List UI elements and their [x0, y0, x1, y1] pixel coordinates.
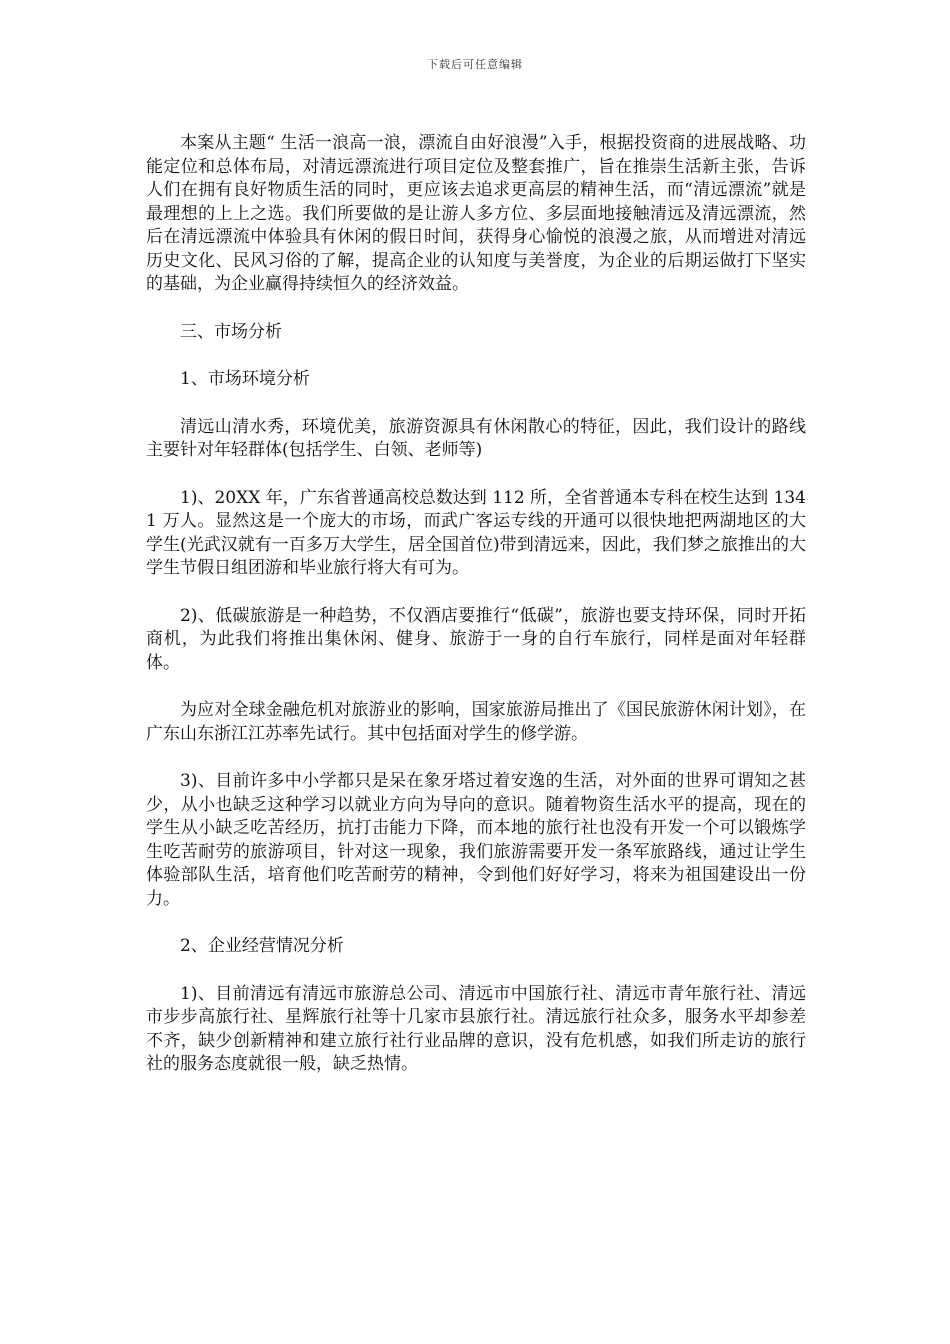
paragraph-point-1-universities: 1)、20XX 年，广东省普通高校总数达到 112 所，全省普通本专科在校生达到 1341 万人。显然这是一个庞大的市场，而武广客运专线的开通可以很快地把两湖地区的大学生(光武汉就有一百多万大学生，居全国首位)带到清远来，因此，我们梦之旅推出的大学生节假日组团游和毕业旅行将大有可为。 [146, 487, 806, 578]
paragraph-target-group: 清远山清水秀，环境优美，旅游资源具有休闲散心的特征，因此，我们设计的路线主要针对年轻群体(包括学生、白领、老师等) [146, 416, 806, 460]
paragraph-national-leisure-plan: 为应对全球金融危机对旅游业的影响，国家旅游局推出了《国民旅游休闲计划》，在广东山东浙江江苏率先试行。其中包括面对学生的修学游。 [146, 700, 806, 744]
paragraph-point-2-low-carbon: 2)、低碳旅游是一种趋势，不仅酒店要推行“低碳”，旅游也要支持环保，同时开拓商机，为此我们将推出集休闲、健身、旅游于一身的自行车旅行，同样是面对年轻群体。 [146, 605, 806, 673]
subsection-heading-business-analysis: 2、企业经营情况分析 [180, 936, 344, 956]
section-heading-market-analysis: 三、市场分析 [180, 321, 282, 342]
paragraph-point-3-military-route: 3)、目前许多中小学都只是呆在象牙塔过着安逸的生活，对外面的世界可谓知之甚少，从小也缺乏这种学习以就业方向为导向的意识。随着物资生活水平的提高，现在的学生从小缺乏吃苦经历，抗打击能力下降，而本地的旅行社也没有开发一个可以锻炼学生吃苦耐劳的旅游项目，针对这一现象，我们旅游需要开发一条军旅路线，通过让学生体验部队生活，培育他们吃苦耐劳的精神，令到他们好好学习，将来为祖国建设出一份力。 [146, 771, 806, 909]
paragraph-travel-agencies: 1)、目前清远有清远市旅游总公司、清远市中国旅行社、清远市青年旅行社、清远市步步高旅行社、星辉旅行社等十几家市县旅行社。清远旅行社众多，服务水平却参差不齐，缺少创新精神和建立旅行社行业品牌的意识，没有危机感，如我们所走访的旅行社的服务态度就很一般，缺乏热情。 [146, 983, 806, 1074]
subsection-heading-market-environment: 1、市场环境分析 [180, 369, 310, 389]
page-header: 下载后可任意编辑 [427, 58, 523, 71]
intro-paragraph: 本案从主题“ 生活一浪高一浪，漂流自由好浪漫”入手，根据投资商的进展战略、功能定位和总体布局，对清远漂流进行项目定位及整套推广，旨在推崇生活新主张，告诉人们在拥有良好物质生活的同时，更应该去追求更高层的精神生活，而“清远漂流”就是最理想的上上之选。我们所要做的是让游人多方位、多层面地接触清远及清远漂流，然后在清远漂流中体验具有休闲的假日时间，获得身心愉悦的浪漫之旅，从而增进对清远历史文化、民风习俗的了解，提高企业的认知度与美誉度，为企业的后期运做打下坚实的基础，为企业赢得持续恒久的经济效益。 [146, 133, 806, 294]
document-body [146, 132, 806, 1101]
